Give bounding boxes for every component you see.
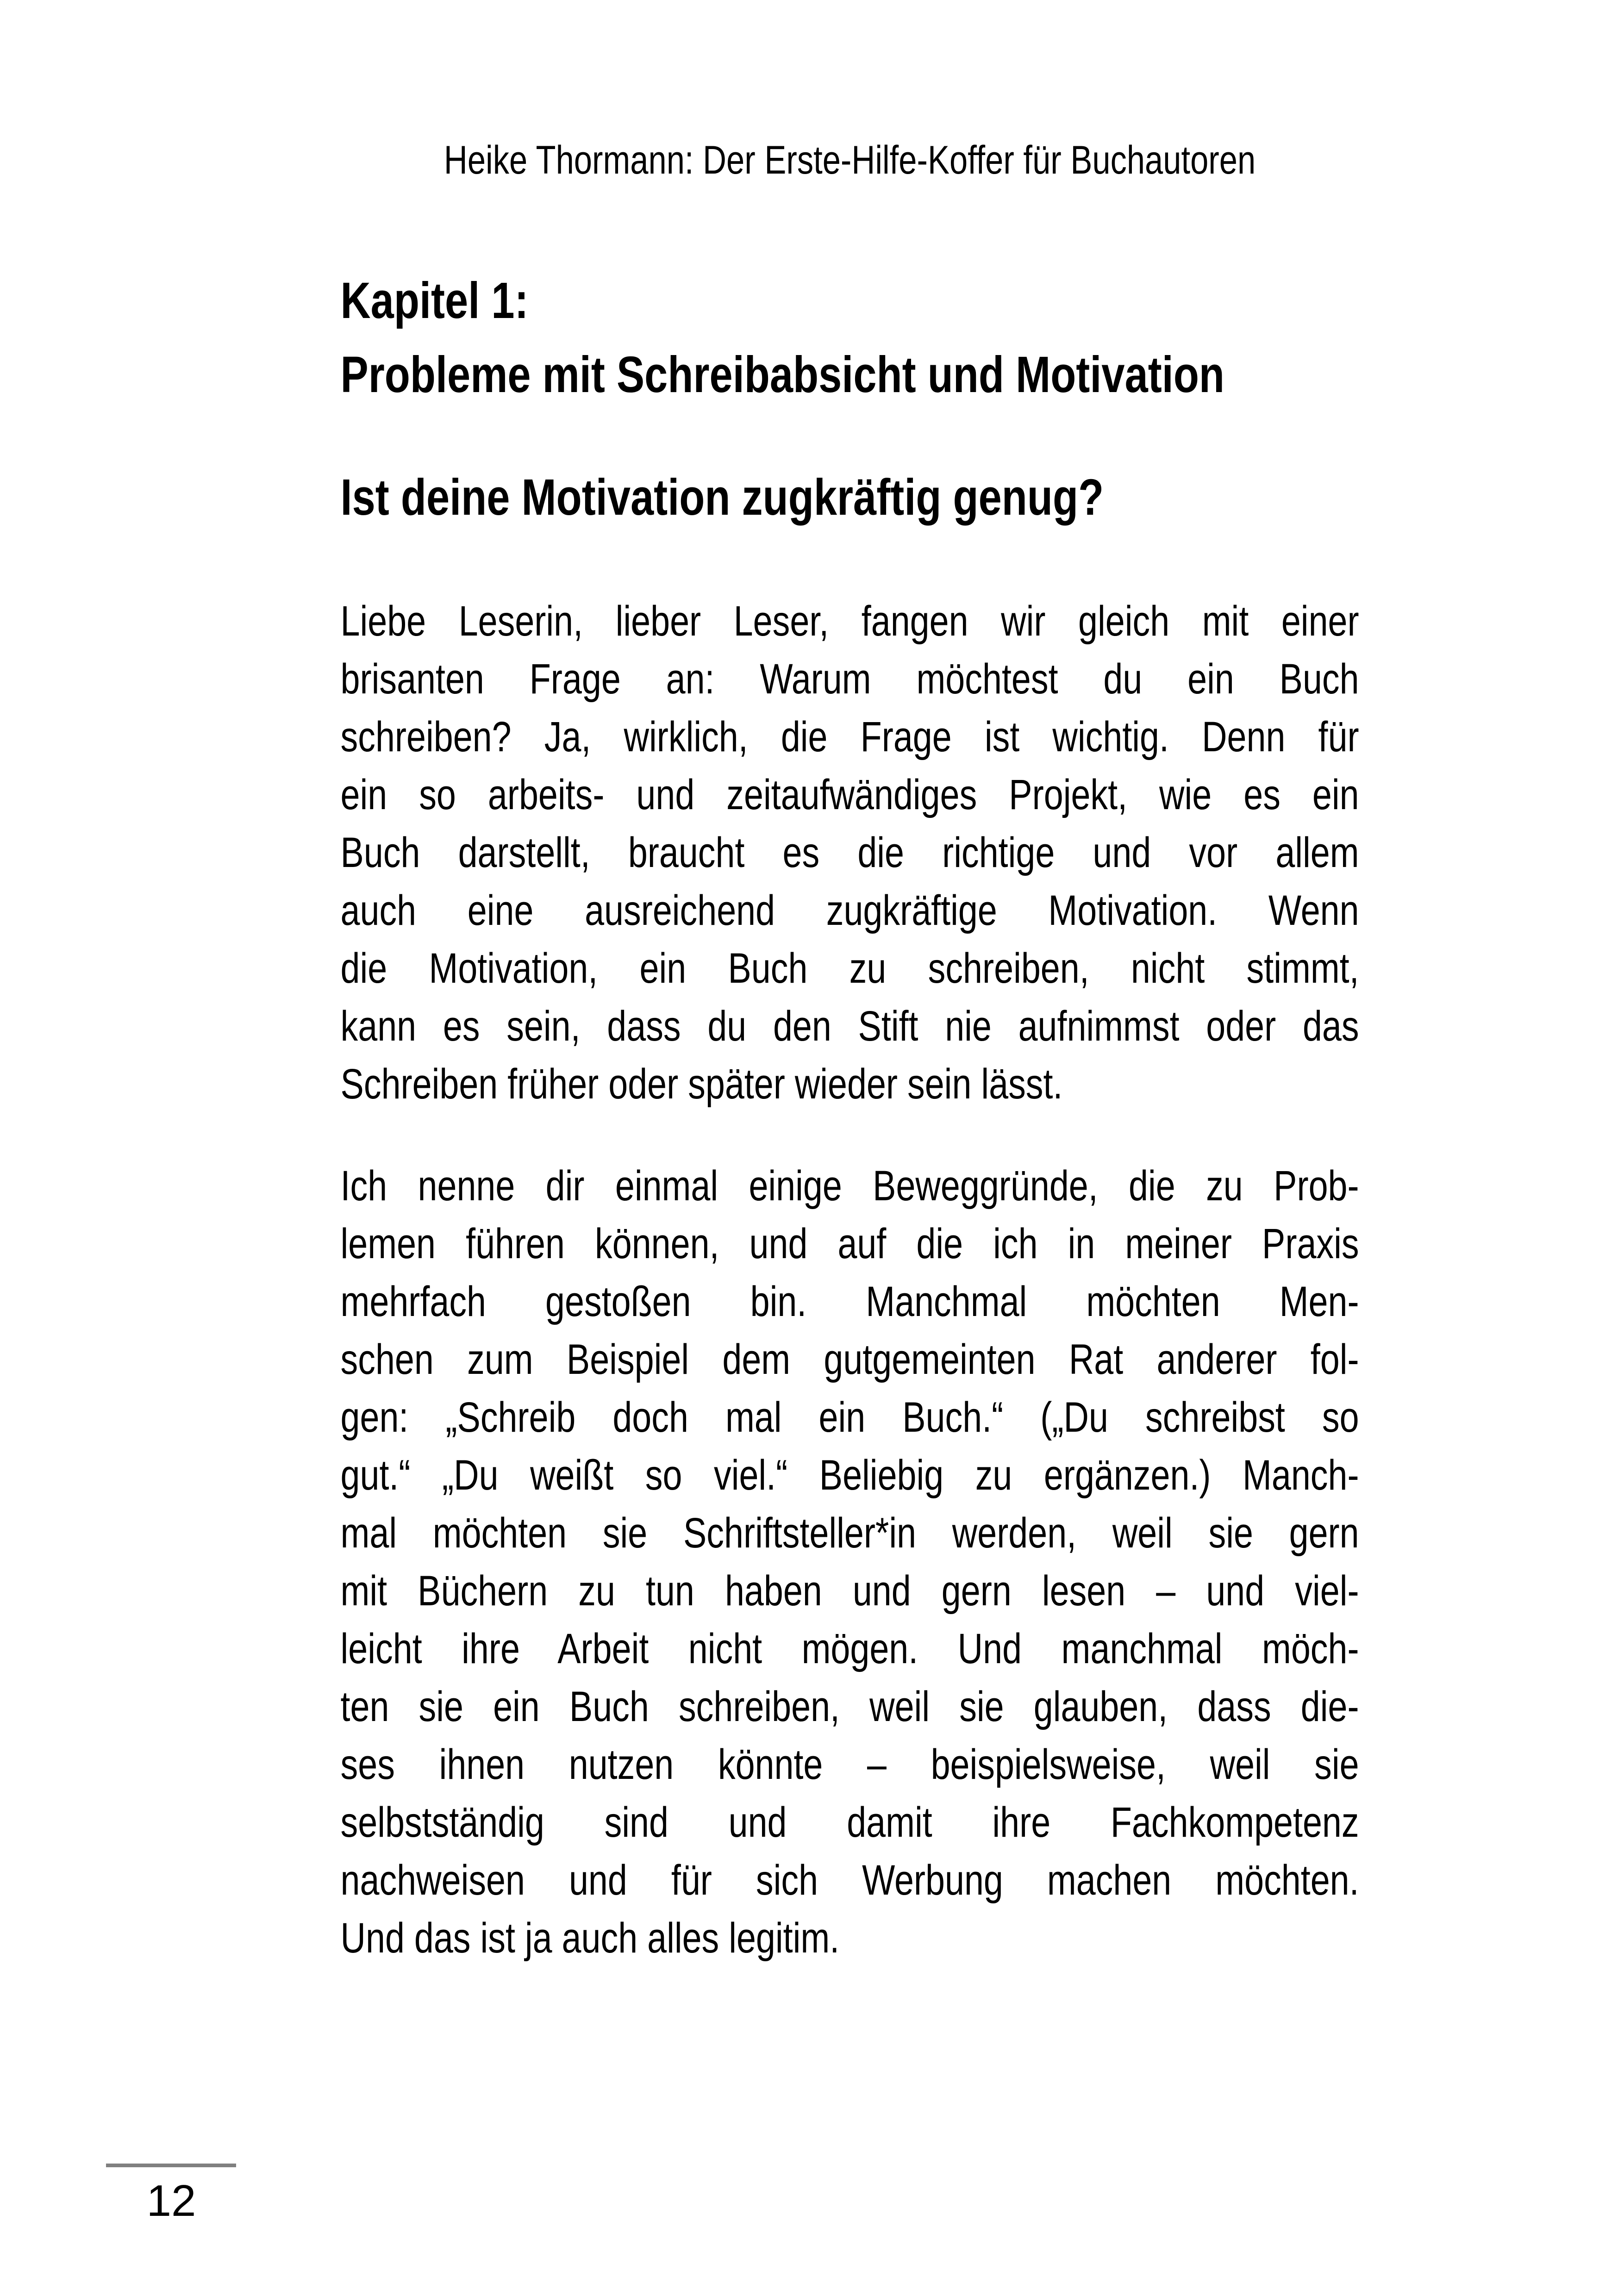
text-line: schen zum Beispiel dem gutgemeinten Rat anderer fol- — [340, 1336, 1359, 1383]
chapter-heading — [341, 264, 1359, 412]
running-head: Heike Thormann: Der Erste-Hilfe-Koffer für Buchautoren — [443, 138, 1256, 182]
text-line: lemen führen können, und auf die ich in meiner Praxis — [340, 1220, 1359, 1267]
chapter-kicker: Kapitel 1: — [340, 272, 529, 329]
text-line: gen: „Schreib doch mal ein Buch.“ („Du schreibst so — [340, 1394, 1359, 1441]
text-line: selbstständig sind und damit ihre Fachkompetenz — [340, 1799, 1359, 1846]
text-line: mehrfach gestoßen bin. Manchmal möchten Men- — [340, 1278, 1359, 1325]
text-line: Schreiben früher oder später wieder sein lässt. — [340, 1060, 1063, 1108]
paragraph-1 — [341, 592, 1359, 1113]
footer-divider — [106, 2164, 236, 2167]
chapter-title: Probleme mit Schreibabsicht und Motivation — [340, 346, 1225, 403]
page-number: 12 — [146, 2176, 196, 2226]
text-line: ten sie ein Buch schreiben, weil sie glauben, dass die- — [340, 1683, 1359, 1730]
text-line: Und das ist ja auch alles legitim. — [340, 1915, 840, 1962]
paragraph-2 — [341, 1157, 1359, 1967]
text-line: Ich nenne dir einmal einige Beweggründe, die zu Prob- — [340, 1162, 1359, 1210]
section-heading: Ist deine Motivation zugkräftig genug? — [340, 469, 1104, 526]
text-line: ein so arbeits- und zeitaufwändiges Projekt, wie es ein — [340, 771, 1359, 818]
text-line: gut.“ „Du weißt so viel.“ Beliebig zu ergänzen.) Manch- — [340, 1452, 1359, 1499]
text-line: Liebe Leserin, lieber Leser, fangen wir gleich mit einer — [340, 598, 1359, 645]
text-line: mit Büchern zu tun haben und gern lesen – und viel- — [340, 1567, 1359, 1615]
text-line: nachweisen und für sich Werbung machen möchten. — [340, 1857, 1359, 1904]
text-line: ses ihnen nutzen könnte – beispielsweise, weil sie — [340, 1741, 1359, 1788]
text-line: die Motivation, ein Buch zu schreiben, nicht stimmt, — [340, 945, 1359, 992]
text-line: auch eine ausreichend zugkräftige Motivation. Wenn — [340, 887, 1359, 934]
text-line: leicht ihre Arbeit nicht mögen. Und manchmal möch- — [340, 1625, 1359, 1672]
text-line: mal möchten sie Schriftsteller*in werden, weil sie gern — [340, 1509, 1359, 1557]
text-line: brisanten Frage an: Warum möchtest du ein Buch — [340, 655, 1359, 703]
text-line: schreiben? Ja, wirklich, die Frage ist wichtig. Denn für — [340, 713, 1359, 761]
text-line: kann es sein, dass du den Stift nie aufnimmst oder das — [340, 1003, 1359, 1050]
text-line: Buch darstellt, braucht es die richtige und vor allem — [340, 829, 1359, 876]
